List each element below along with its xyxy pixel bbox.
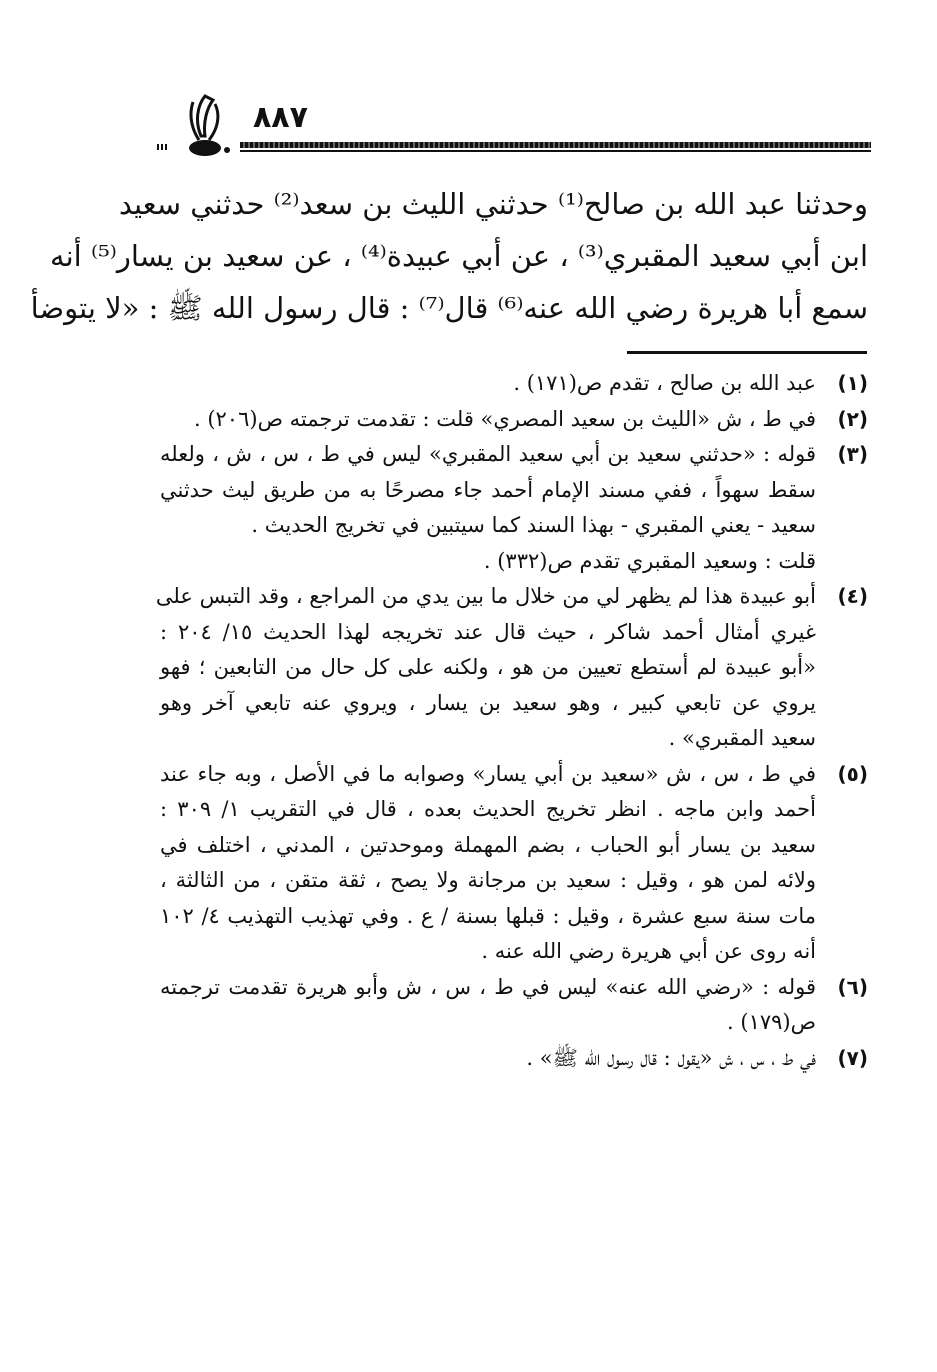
footnote-line: سعيد المقبري» .	[668, 726, 816, 750]
footnote-number: (١)	[837, 371, 868, 395]
footnote	[160, 1041, 868, 1077]
footnote-line: في ط ، س ، ش «سعيد بن أبي يسار» وصوابه ما في الأصل ، وبه جاء عند	[160, 761, 817, 786]
footnote-number: (٤)	[837, 584, 868, 608]
footnote	[160, 402, 868, 438]
footnote	[160, 757, 868, 970]
footnote-line: قوله : «رضي الله عنه» ليس في ط ، س ، ش وأبو هريرة تقدمت ترجمته	[160, 974, 816, 999]
footnote-separator	[627, 351, 867, 354]
footnote-line: أبو عبيدة هذا لم يظهر لي من خلال ما بين يدي من المراجع ، وقد التبس على	[155, 584, 816, 608]
main-text	[30, 178, 868, 334]
footnote-line: غيري أمثال أحمد شاكر ، حيث قال عند تخريجه لهذا الحديث ١٥/ ٢٠٤ :	[160, 619, 816, 644]
footnote	[160, 366, 868, 402]
footnote-line: في ط ، ش «الليث بن سعيد المصري» قلت : تقدمت ترجمته ص(٢٠٦) .	[193, 406, 816, 431]
footnote-line: في ط ، س ، ش «يقول : قال رسول الله ﷺ» .	[526, 1045, 816, 1070]
header-rule-mark	[157, 144, 169, 150]
footnote	[155, 579, 868, 757]
header-rule	[240, 142, 871, 148]
footnote-line: قلت : وسعيد المقبري تقدم ص(٣٣٢) .	[483, 548, 816, 573]
footnote-line: «أبو عبيدة لم أستطع تعيين من هو ، ولكنه على كل حال من التابعين ؛ فهو	[160, 655, 816, 679]
quill-inkwell-icon	[175, 92, 235, 162]
footnote-number: (٣)	[837, 442, 868, 466]
footnote-line: مات سنة سبع عشرة ، وقيل : قبلها بسنة / ع . وفي تهذيب التهذيب ٤/ ١٠٢	[160, 903, 816, 928]
footnote-line: ولائه لمن هو ، وقيل : سعيد بن مرجانة ولا يصح ، ثقة متقن ، من الثالثة ،	[160, 868, 816, 892]
header-rule-thin	[240, 150, 871, 152]
footnote-line: قوله : «حدثني سعيد بن أبي سعيد المقبري» ليس في ط ، س ، ش ، ولعله	[160, 442, 816, 466]
main-text-line: ابن أبي سعيد المقبري⁽³⁾ ، عن أبي عبيدة⁽⁴⁾ ، عن سعيد بن يسار⁽⁵⁾ أنه	[50, 239, 868, 273]
footnote-line: سعيد بن يسار أبو الحباب ، بضم المهملة وموحدتين ، المدني ، اختلف في	[160, 832, 816, 857]
page-header	[155, 92, 871, 162]
footnote-line: يروي عن تابعي كبير ، وهو سعيد بن يسار ، ويروي عنه تابعي آخر وهو	[160, 690, 816, 715]
footnote-number: (٥)	[837, 761, 868, 786]
footnote-number: (٧)	[837, 1045, 868, 1070]
footnote-number: (٢)	[837, 406, 868, 431]
footnote	[160, 970, 868, 1041]
footnote-line: سعيد - يعني المقبري - بهذا السند كما سيتبين في تخريج الحديث .	[251, 513, 816, 537]
footnote-number: (٦)	[837, 974, 868, 999]
page-number: ٨٨٧	[253, 100, 308, 135]
main-text-line: سمع أبا هريرة رضي الله عنه⁽⁶⁾ قال⁽⁷⁾ : قال رسول الله ﷺ : «لا يتوضأ	[30, 291, 868, 325]
footnote-line: ص(١٧٩) .	[727, 1010, 816, 1034]
footnote-line: أحمد وابن ماجه . انظر تخريج الحديث بعده ، قال في التقريب ١/ ٣٠٩ :	[160, 797, 816, 821]
main-text-line: وحدثنا عبد الله بن صالح⁽¹⁾ حدثني الليث بن سعد⁽²⁾ حدثني سعيد	[118, 187, 868, 221]
footnote-line: سقط سهواً ، ففي مسند الإمام أحمد جاء مصرحًا به من طريق ليث حدثني	[160, 477, 816, 502]
footnotes	[155, 366, 868, 1076]
footnote-line: عبد الله بن صالح ، تقدم ص(١٧١) .	[513, 371, 816, 395]
footnote-line: أنه روى عن أبي هريرة رضي الله عنه .	[481, 939, 816, 963]
footnote	[160, 437, 868, 579]
